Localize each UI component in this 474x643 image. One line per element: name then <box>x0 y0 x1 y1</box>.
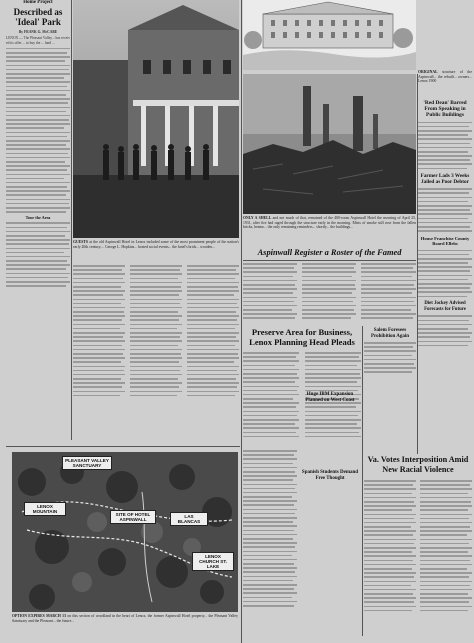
column-rule-2 <box>241 0 242 643</box>
kicker: Home Project <box>23 0 53 5</box>
salem-body <box>364 342 416 382</box>
map-label-hotel-site: SITE OF HOTEL ASPINWALL <box>110 510 156 524</box>
ibm-headline: Huge IBM Expansion Planned on West Coast <box>305 392 355 403</box>
left-byline: By FRANK G. McCABE <box>18 30 58 34</box>
right-column <box>418 100 472 450</box>
roster-headline: Aspinwall Register a Roster of the Famed <box>257 248 402 257</box>
body-col-a <box>73 265 125 399</box>
column-rule-3 <box>417 74 418 454</box>
shell-caption <box>243 216 416 246</box>
map-caption <box>12 614 238 640</box>
preserve-headline: Preserve Area for Business, Lenox Planning Head Pleads <box>249 327 355 347</box>
original-caption-text: structure of the Aspinwall... the rebuilt... owners... Lenox 1900 <box>418 70 472 83</box>
left-body-lines <box>6 48 70 213</box>
roster-rule <box>243 260 416 261</box>
red-dean-headline: 'Red Dean' Barred From Speaking in Public Buildings <box>423 100 467 119</box>
map-label-mountain: LENOX MOUNTAIN <box>24 502 66 516</box>
guests-caption-text: at the old Aspinwall Hotel in Lenox included some of the most prominent people of the nation's early 20th century.... George L. Hopkins... hosted social events... the hotel's brick... wooden... <box>73 240 239 249</box>
diet-headline: Diet Jockey Advised Forecasts for Future <box>424 301 466 312</box>
left-body-intro: LENOX — The Pleasant Valley... has received its offer ... to buy the ... land ... <box>6 36 70 45</box>
map-caption-lead: OPTION EXPIRES MARCH 13 <box>12 614 66 618</box>
sanctuary-map-photo <box>12 452 238 612</box>
left-headline: Described as 'Ideal' Park <box>13 7 63 27</box>
original-caption <box>418 70 472 98</box>
column-rule-4 <box>362 326 363 636</box>
salem-headline: Salem Foresees Prohibition Again <box>370 328 410 339</box>
map-label-las-blancas: LAS BLANCAS <box>170 512 208 526</box>
ruins-photo <box>243 74 416 214</box>
guests-caption <box>73 240 239 262</box>
lower-right-body <box>364 480 472 630</box>
farmer-headline: Farmer Lads 3 Weeks Jailed as Poor Debtor <box>420 173 470 186</box>
shell-caption-lead: ONLY A SHELL <box>243 216 272 220</box>
map-label-sanctuary: PLEASANT VALLEY SANCTUARY <box>62 456 112 470</box>
fire-ruins-image <box>243 74 416 214</box>
center-body-columns <box>73 265 239 430</box>
map-caption-text: on this section of woodland in the heart of Lenox, the former Aspinwall Hotel property... the Pleasant Valley Sanctuary and the Pleasant... the future... <box>12 614 238 623</box>
left-body-lines-2 <box>6 222 70 286</box>
original-caption-lead: ORIGINAL <box>418 70 438 74</box>
left-subhead: Tour the Area <box>25 215 51 221</box>
horizontal-rule-1 <box>6 446 240 447</box>
shell-caption-text: and not much of that, remained of the 400-room Aspinwall Hotel the morning of April 25, 1931, after fire had raged through the structure early in the morning. Mists of smoke still rose from the fallen bricks, beams... the only remaining reminders... shortly... the buildings... <box>243 216 416 229</box>
roster-body <box>243 263 416 325</box>
franchise-headline: House Franchise County Board Ellebs <box>420 235 470 247</box>
va-headline: Va. Votes Interposition Amid New Racial Violence <box>367 455 469 474</box>
body-col-c <box>187 265 239 399</box>
original-hotel-photo <box>243 0 416 70</box>
left-article <box>6 0 70 420</box>
spanish-headline: Spanish Students Demand Free Thought <box>301 470 359 481</box>
hotel-porch-photo <box>73 0 239 238</box>
body-col-b <box>130 265 182 399</box>
hotel-drawing <box>243 0 416 70</box>
column-rule-1 <box>71 0 72 440</box>
guests-photo <box>73 0 239 238</box>
middle-lower-body <box>243 450 361 635</box>
guests-caption-lead: GUESTS <box>73 240 88 244</box>
map-label-church: LENOX CHURCH ST. LAKE <box>192 552 234 571</box>
aerial-map-image <box>12 452 238 612</box>
